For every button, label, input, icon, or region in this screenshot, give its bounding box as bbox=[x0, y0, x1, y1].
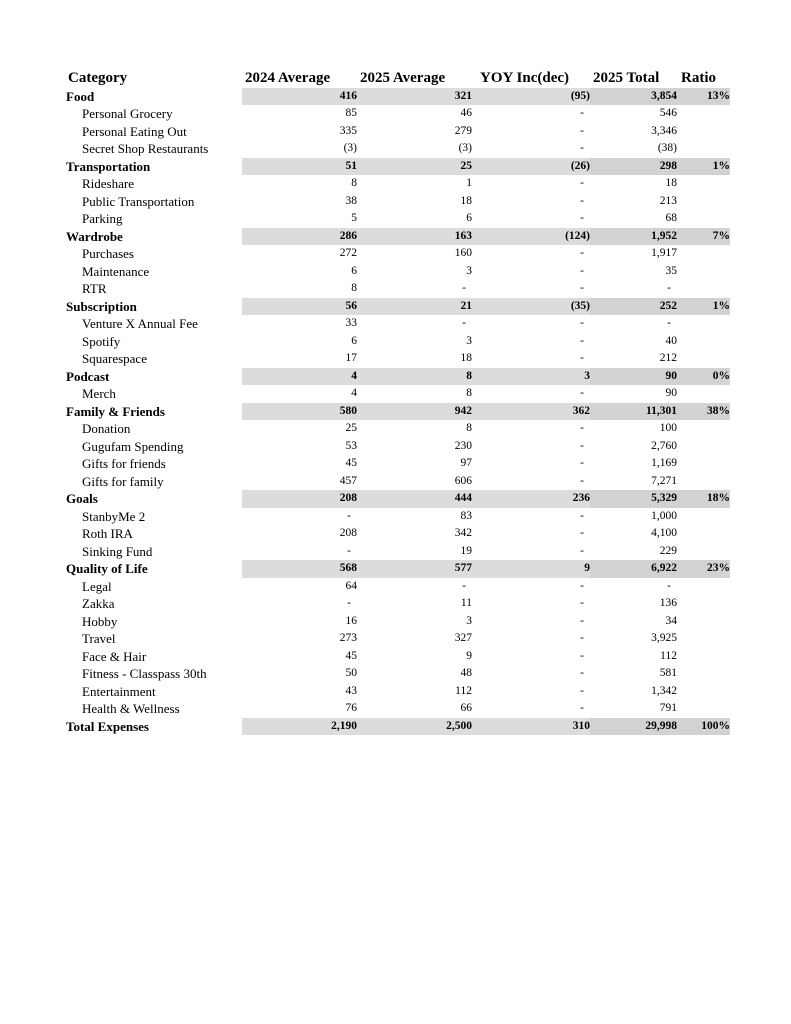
table-row bbox=[66, 508, 730, 526]
category-cell: Zakka bbox=[82, 596, 115, 611]
total-2025-cell: 100 bbox=[659, 422, 677, 434]
avg-2025-cell: 11 bbox=[460, 597, 472, 609]
category-cell: Family & Friends bbox=[66, 403, 165, 419]
table-row bbox=[66, 315, 730, 333]
category-cell: Personal Grocery bbox=[82, 106, 173, 121]
category-cell: Purchases bbox=[82, 246, 134, 261]
avg-2025-cell: 66 bbox=[460, 702, 472, 714]
total-2025-cell: 1,169 bbox=[651, 457, 677, 469]
yoy-cell: 236 bbox=[472, 490, 590, 508]
category-cell: StanbyMe 2 bbox=[82, 508, 146, 524]
table-row bbox=[66, 455, 730, 473]
ratio-cell bbox=[677, 543, 730, 561]
ratio-cell bbox=[677, 595, 730, 613]
table-row bbox=[66, 175, 730, 193]
category-cell: Wardrobe bbox=[66, 228, 123, 244]
category-cell: Fitness - Classpass 30th bbox=[82, 666, 207, 681]
avg-2025-cell: 279 bbox=[454, 124, 472, 137]
avg-2024-cell: 8 bbox=[351, 177, 357, 189]
category-cell: Merch bbox=[82, 386, 116, 401]
yoy-cell: - bbox=[580, 334, 584, 347]
category-cell: Entertainment bbox=[82, 683, 156, 699]
category-group-row bbox=[66, 298, 730, 316]
avg-2024-cell: 568 bbox=[242, 560, 357, 578]
avg-2024-cell: - bbox=[347, 509, 351, 522]
total-2025-cell: 4,100 bbox=[651, 527, 677, 539]
avg-2024-cell: 335 bbox=[339, 124, 357, 137]
ratio-cell bbox=[677, 245, 730, 263]
yoy-cell: 3 bbox=[472, 368, 590, 386]
avg-2025-cell: 3 bbox=[466, 264, 472, 277]
ratio-cell bbox=[677, 385, 730, 403]
category-cell: Subscription bbox=[66, 298, 137, 314]
total-2025-cell: 213 bbox=[659, 194, 677, 207]
yoy-cell: - bbox=[580, 142, 584, 154]
total-2025-cell: (38) bbox=[657, 142, 677, 154]
yoy-cell: - bbox=[580, 264, 584, 277]
avg-2025-cell: 21 bbox=[357, 298, 472, 316]
ratio-cell: 7% bbox=[677, 228, 730, 246]
table-row bbox=[66, 193, 730, 211]
total-2025-cell: 581 bbox=[659, 667, 677, 679]
avg-2024-cell: 45 bbox=[345, 649, 357, 662]
yoy-cell: - bbox=[580, 317, 584, 329]
avg-2025-cell: 342 bbox=[454, 527, 472, 539]
total-2025-cell: 3,925 bbox=[651, 632, 677, 644]
ratio-cell bbox=[677, 263, 730, 281]
category-group-row bbox=[66, 490, 730, 508]
table-row bbox=[66, 613, 730, 631]
avg-2024-cell: 45 bbox=[345, 457, 357, 469]
category-cell: RTR bbox=[82, 281, 107, 296]
table-row bbox=[66, 683, 730, 701]
avg-2025-cell: 3 bbox=[466, 614, 472, 627]
avg-2024-cell: 17 bbox=[345, 352, 357, 364]
total-2025-cell: - bbox=[667, 282, 671, 294]
table-row bbox=[66, 665, 730, 683]
ratio-cell: 1% bbox=[677, 298, 730, 316]
expense-table bbox=[66, 70, 730, 735]
category-cell: Total Expenses bbox=[66, 718, 149, 734]
yoy-cell: - bbox=[580, 212, 584, 224]
category-cell: Maintenance bbox=[82, 263, 150, 279]
ratio-cell bbox=[677, 193, 730, 211]
ratio-cell: 13% bbox=[677, 88, 730, 106]
yoy-cell: - bbox=[580, 387, 584, 399]
total-2025-cell: 18 bbox=[665, 177, 677, 189]
avg-2025-cell: - bbox=[462, 579, 466, 592]
avg-2025-cell: 8 bbox=[466, 387, 472, 399]
category-cell: Face & Hair bbox=[82, 648, 147, 664]
avg-2025-cell: 25 bbox=[357, 158, 472, 176]
avg-2024-cell: 16 bbox=[345, 614, 357, 627]
total-2025-cell: 3,854 bbox=[590, 88, 677, 106]
yoy-cell: - bbox=[580, 667, 584, 679]
total-2025-cell: 136 bbox=[659, 597, 677, 609]
category-cell: Public Transportation bbox=[82, 193, 195, 209]
ratio-cell bbox=[677, 210, 730, 228]
ratio-cell bbox=[677, 700, 730, 718]
ratio-cell bbox=[677, 105, 730, 123]
header-2025-total: 2025 Total bbox=[593, 70, 660, 86]
avg-2025-cell: 327 bbox=[454, 632, 472, 644]
yoy-cell: - bbox=[580, 614, 584, 627]
total-2025-cell: 112 bbox=[660, 649, 677, 662]
ratio-cell: 0% bbox=[677, 368, 730, 386]
total-2025-cell: 34 bbox=[665, 614, 677, 627]
avg-2025-cell: 942 bbox=[357, 403, 472, 421]
yoy-cell: - bbox=[580, 649, 584, 662]
header-2024-average: 2024 Average bbox=[245, 70, 331, 86]
total-2025-cell: 3,346 bbox=[651, 124, 677, 137]
avg-2025-cell: 112 bbox=[455, 684, 472, 697]
table-row bbox=[66, 210, 730, 228]
avg-2024-cell: 580 bbox=[242, 403, 357, 421]
yoy-cell: - bbox=[580, 579, 584, 592]
ratio-cell bbox=[677, 578, 730, 596]
header-ratio: Ratio bbox=[681, 70, 716, 86]
avg-2025-cell: 8 bbox=[466, 422, 472, 434]
avg-2024-cell: 208 bbox=[339, 527, 357, 539]
yoy-cell: (124) bbox=[472, 228, 590, 246]
header-category: Category bbox=[68, 70, 128, 86]
avg-2025-cell: 2,500 bbox=[357, 718, 472, 736]
category-group-row bbox=[66, 88, 730, 106]
category-cell: Food bbox=[66, 88, 95, 104]
yoy-cell: - bbox=[580, 544, 584, 557]
total-2025-cell: 6,922 bbox=[590, 560, 677, 578]
table-row bbox=[66, 473, 730, 491]
avg-2025-cell: - bbox=[462, 282, 466, 294]
ratio-cell bbox=[677, 175, 730, 193]
header-yoy: YOY Inc(dec) bbox=[480, 70, 570, 86]
category-group-row bbox=[66, 560, 730, 578]
yoy-cell: - bbox=[580, 509, 584, 522]
yoy-cell: - bbox=[580, 527, 584, 539]
category-cell: Legal bbox=[82, 578, 112, 594]
yoy-cell: - bbox=[580, 422, 584, 434]
total-2025-cell: 68 bbox=[665, 212, 677, 224]
category-cell: Secret Shop Restaurants bbox=[82, 141, 209, 156]
table-row bbox=[66, 385, 730, 403]
avg-2025-cell: (3) bbox=[458, 142, 472, 154]
ratio-cell bbox=[677, 438, 730, 456]
avg-2025-cell: 444 bbox=[357, 490, 472, 508]
table-row bbox=[66, 648, 730, 666]
category-cell: Personal Eating Out bbox=[82, 123, 187, 139]
category-cell: Quality of Life bbox=[66, 561, 148, 576]
category-cell: Roth IRA bbox=[82, 526, 133, 541]
yoy-cell: 310 bbox=[472, 718, 590, 736]
yoy-cell: - bbox=[580, 684, 584, 697]
avg-2024-cell: - bbox=[347, 544, 351, 557]
avg-2024-cell: 56 bbox=[242, 298, 357, 316]
total-2025-cell: 90 bbox=[590, 368, 677, 386]
avg-2024-cell: 8 bbox=[351, 282, 357, 294]
avg-2024-cell: 5 bbox=[351, 212, 357, 224]
avg-2025-cell: 6 bbox=[466, 212, 472, 224]
avg-2024-cell: 64 bbox=[345, 579, 357, 592]
avg-2024-cell: 6 bbox=[351, 264, 357, 277]
avg-2024-cell: 50 bbox=[345, 667, 357, 679]
total-2025-cell: 252 bbox=[590, 298, 677, 316]
yoy-cell: (26) bbox=[472, 158, 590, 176]
avg-2024-cell: 53 bbox=[345, 439, 357, 452]
ratio-cell bbox=[677, 473, 730, 491]
table-row bbox=[66, 263, 730, 281]
avg-2024-cell: 2,190 bbox=[242, 718, 357, 736]
avg-2024-cell: 457 bbox=[339, 474, 357, 487]
avg-2025-cell: 46 bbox=[460, 107, 472, 119]
table-row bbox=[66, 595, 730, 613]
total-2025-cell: 90 bbox=[665, 387, 677, 399]
avg-2024-cell: 272 bbox=[339, 247, 357, 259]
table-row bbox=[66, 543, 730, 561]
total-2025-cell: - bbox=[667, 317, 671, 329]
avg-2025-cell: 83 bbox=[460, 509, 472, 522]
avg-2025-cell: 8 bbox=[357, 368, 472, 386]
yoy-cell: (95) bbox=[472, 88, 590, 106]
header-2025-average: 2025 Average bbox=[360, 70, 446, 86]
avg-2025-cell: 9 bbox=[466, 649, 472, 662]
category-cell: Gugufam Spending bbox=[82, 438, 184, 454]
ratio-cell bbox=[677, 665, 730, 683]
avg-2025-cell: 160 bbox=[454, 247, 472, 259]
yoy-cell: - bbox=[580, 457, 584, 469]
table-row bbox=[66, 630, 730, 648]
avg-2024-cell: 76 bbox=[345, 702, 357, 714]
yoy-cell: - bbox=[580, 474, 584, 487]
ratio-cell bbox=[677, 280, 730, 298]
category-cell: Rideshare bbox=[82, 176, 134, 191]
category-cell: Goals bbox=[66, 491, 98, 506]
category-group-row bbox=[66, 158, 730, 176]
avg-2024-cell: 286 bbox=[242, 228, 357, 246]
total-2025-cell: 7,271 bbox=[651, 474, 677, 487]
avg-2024-cell: 273 bbox=[339, 632, 357, 644]
total-2025-cell: 546 bbox=[659, 107, 677, 119]
category-cell: Gifts for family bbox=[82, 473, 164, 489]
yoy-cell: - bbox=[580, 352, 584, 364]
avg-2024-cell: 85 bbox=[345, 107, 357, 119]
total-2025-cell: 35 bbox=[665, 264, 677, 277]
table-row bbox=[66, 245, 730, 263]
total-2025-cell: 298 bbox=[590, 158, 677, 176]
table-row bbox=[66, 333, 730, 351]
category-group-row bbox=[66, 228, 730, 246]
table-row bbox=[66, 438, 730, 456]
table-row bbox=[66, 578, 730, 596]
ratio-cell: 23% bbox=[677, 560, 730, 578]
ratio-cell bbox=[677, 350, 730, 368]
avg-2025-cell: 1 bbox=[466, 177, 472, 189]
avg-2025-cell: 3 bbox=[466, 334, 472, 347]
ratio-cell: 100% bbox=[677, 718, 730, 736]
avg-2025-cell: 18 bbox=[460, 194, 472, 207]
avg-2024-cell: 4 bbox=[351, 387, 357, 399]
ratio-cell: 18% bbox=[677, 490, 730, 508]
yoy-cell: - bbox=[580, 632, 584, 644]
ratio-cell bbox=[677, 123, 730, 141]
yoy-cell: 362 bbox=[472, 403, 590, 421]
category-cell: Podcast bbox=[66, 368, 110, 384]
category-cell: Hobby bbox=[82, 613, 118, 629]
category-cell: Spotify bbox=[82, 333, 121, 349]
table-row bbox=[66, 700, 730, 718]
yoy-cell: - bbox=[580, 597, 584, 609]
total-2025-cell: 5,329 bbox=[590, 490, 677, 508]
table-row bbox=[66, 420, 730, 438]
ratio-cell bbox=[677, 613, 730, 631]
total-2025-cell: 40 bbox=[665, 334, 677, 347]
category-cell: Travel bbox=[82, 631, 116, 646]
ratio-cell bbox=[677, 683, 730, 701]
avg-2024-cell: (3) bbox=[343, 142, 357, 154]
yoy-cell: - bbox=[580, 282, 584, 294]
total-row bbox=[66, 718, 730, 736]
total-2025-cell: 2,760 bbox=[651, 439, 677, 452]
total-2025-cell: 1,000 bbox=[651, 509, 677, 522]
total-2025-cell: - bbox=[667, 579, 671, 592]
yoy-cell: - bbox=[580, 124, 584, 137]
ratio-cell bbox=[677, 333, 730, 351]
avg-2025-cell: 18 bbox=[460, 352, 472, 364]
category-group-row bbox=[66, 368, 730, 386]
table-row bbox=[66, 280, 730, 298]
category-cell: Donation bbox=[82, 421, 131, 436]
avg-2025-cell: 19 bbox=[460, 544, 472, 557]
total-2025-cell: 1,917 bbox=[651, 247, 677, 259]
table-row bbox=[66, 525, 730, 543]
table-row bbox=[66, 105, 730, 123]
table-row bbox=[66, 350, 730, 368]
header-row bbox=[66, 70, 730, 88]
ratio-cell: 38% bbox=[677, 403, 730, 421]
ratio-cell bbox=[677, 508, 730, 526]
total-2025-cell: 229 bbox=[659, 544, 677, 557]
category-cell: Squarespace bbox=[82, 351, 147, 366]
category-cell: Health & Wellness bbox=[82, 701, 180, 716]
category-cell: Sinking Fund bbox=[82, 543, 153, 559]
ratio-cell bbox=[677, 420, 730, 438]
ratio-cell bbox=[677, 648, 730, 666]
category-cell: Venture X Annual Fee bbox=[82, 316, 198, 331]
avg-2024-cell: 6 bbox=[351, 334, 357, 347]
table-row bbox=[66, 140, 730, 158]
avg-2024-cell: - bbox=[347, 597, 351, 609]
ratio-cell bbox=[677, 315, 730, 333]
ratio-cell bbox=[677, 525, 730, 543]
avg-2024-cell: 33 bbox=[345, 317, 357, 329]
avg-2024-cell: 25 bbox=[345, 422, 357, 434]
category-cell: Parking bbox=[82, 211, 123, 226]
yoy-cell: - bbox=[580, 702, 584, 714]
yoy-cell: 9 bbox=[472, 560, 590, 578]
avg-2024-cell: 43 bbox=[345, 684, 357, 697]
avg-2025-cell: 163 bbox=[357, 228, 472, 246]
table-row bbox=[66, 123, 730, 141]
avg-2024-cell: 38 bbox=[345, 194, 357, 207]
avg-2025-cell: 48 bbox=[460, 667, 472, 679]
category-cell: Gifts for friends bbox=[82, 456, 166, 471]
avg-2025-cell: 230 bbox=[454, 439, 472, 452]
ratio-cell bbox=[677, 455, 730, 473]
total-2025-cell: 11,301 bbox=[590, 403, 677, 421]
yoy-cell: - bbox=[580, 194, 584, 207]
ratio-cell bbox=[677, 630, 730, 648]
total-2025-cell: 1,952 bbox=[590, 228, 677, 246]
total-2025-cell: 1,342 bbox=[651, 684, 677, 697]
avg-2024-cell: 51 bbox=[242, 158, 357, 176]
yoy-cell: (35) bbox=[472, 298, 590, 316]
avg-2025-cell: 606 bbox=[454, 474, 472, 487]
yoy-cell: - bbox=[580, 177, 584, 189]
yoy-cell: - bbox=[580, 439, 584, 452]
avg-2024-cell: 4 bbox=[242, 368, 357, 386]
avg-2025-cell: - bbox=[462, 317, 466, 329]
total-2025-cell: 29,998 bbox=[590, 718, 677, 736]
avg-2024-cell: 208 bbox=[242, 490, 357, 508]
avg-2025-cell: 321 bbox=[357, 88, 472, 106]
total-2025-cell: 212 bbox=[659, 352, 677, 364]
avg-2025-cell: 97 bbox=[460, 457, 472, 469]
ratio-cell bbox=[677, 140, 730, 158]
yoy-cell: - bbox=[580, 107, 584, 119]
total-2025-cell: 791 bbox=[659, 702, 677, 714]
yoy-cell: - bbox=[580, 247, 584, 259]
avg-2025-cell: 577 bbox=[357, 560, 472, 578]
ratio-cell: 1% bbox=[677, 158, 730, 176]
category-cell: Transportation bbox=[66, 158, 151, 174]
category-group-row bbox=[66, 403, 730, 421]
avg-2024-cell: 416 bbox=[242, 88, 357, 106]
